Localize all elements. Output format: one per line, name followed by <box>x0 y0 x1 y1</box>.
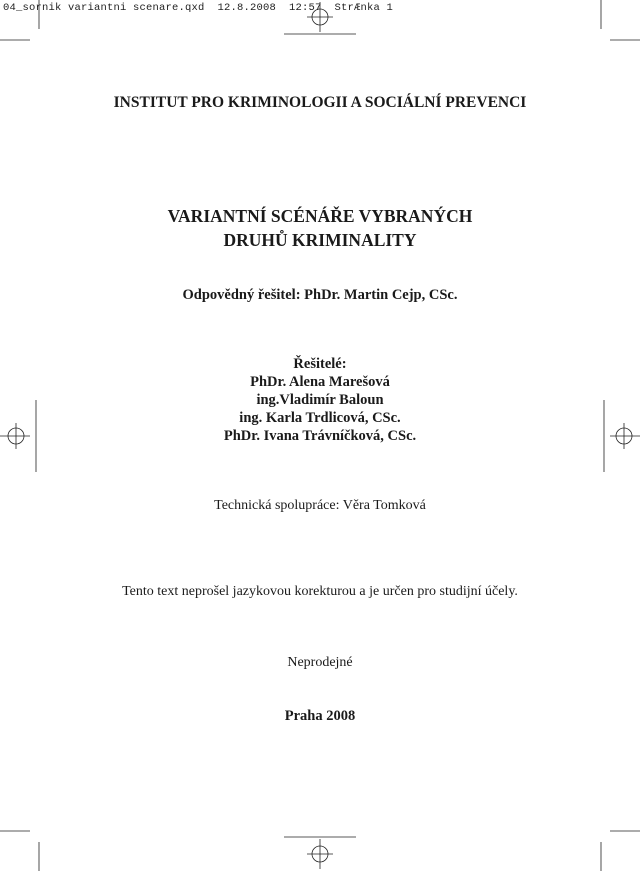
lead-researcher: Odpovědný řešitel: PhDr. Martin Cejp, CSc. <box>182 287 458 303</box>
solvers-heading: Řešitelé: <box>293 356 347 372</box>
file-slug-line: 04_sornik variantni scenare.qxd 12.8.2008 12:57 StrÆnka 1 <box>3 2 394 14</box>
solver-name: PhDr. Alena Marešová <box>250 374 390 390</box>
institute-heading: INSTITUT PRO KRIMINOLOGII A SOCIÁLNÍ PREVENCI <box>113 94 527 111</box>
solver-name: ing.Vladimír Baloun <box>256 392 384 408</box>
technical-cooperation: Technická spolupráce: Věra Tomková <box>214 498 426 513</box>
place-and-year: Praha 2008 <box>284 708 356 724</box>
document-title-line-1: VARIANTNÍ SCÉNÁŘE VYBRANÝCH <box>167 206 473 226</box>
solver-name: PhDr. Ivana Trávníčková, CSc. <box>223 428 417 444</box>
solver-name: ing. Karla Trdlicová, CSc. <box>239 410 401 426</box>
registration-mark-bottom <box>284 837 356 869</box>
not-for-sale-label: Neprodejné <box>287 655 353 670</box>
document-title-line-2: DRUHŮ KRIMINALITY <box>223 230 417 250</box>
proofreading-note: Tento text neprošel jazykovou korekturou a je určen pro studijní účely. <box>122 584 518 599</box>
registration-mark-top <box>284 2 356 34</box>
